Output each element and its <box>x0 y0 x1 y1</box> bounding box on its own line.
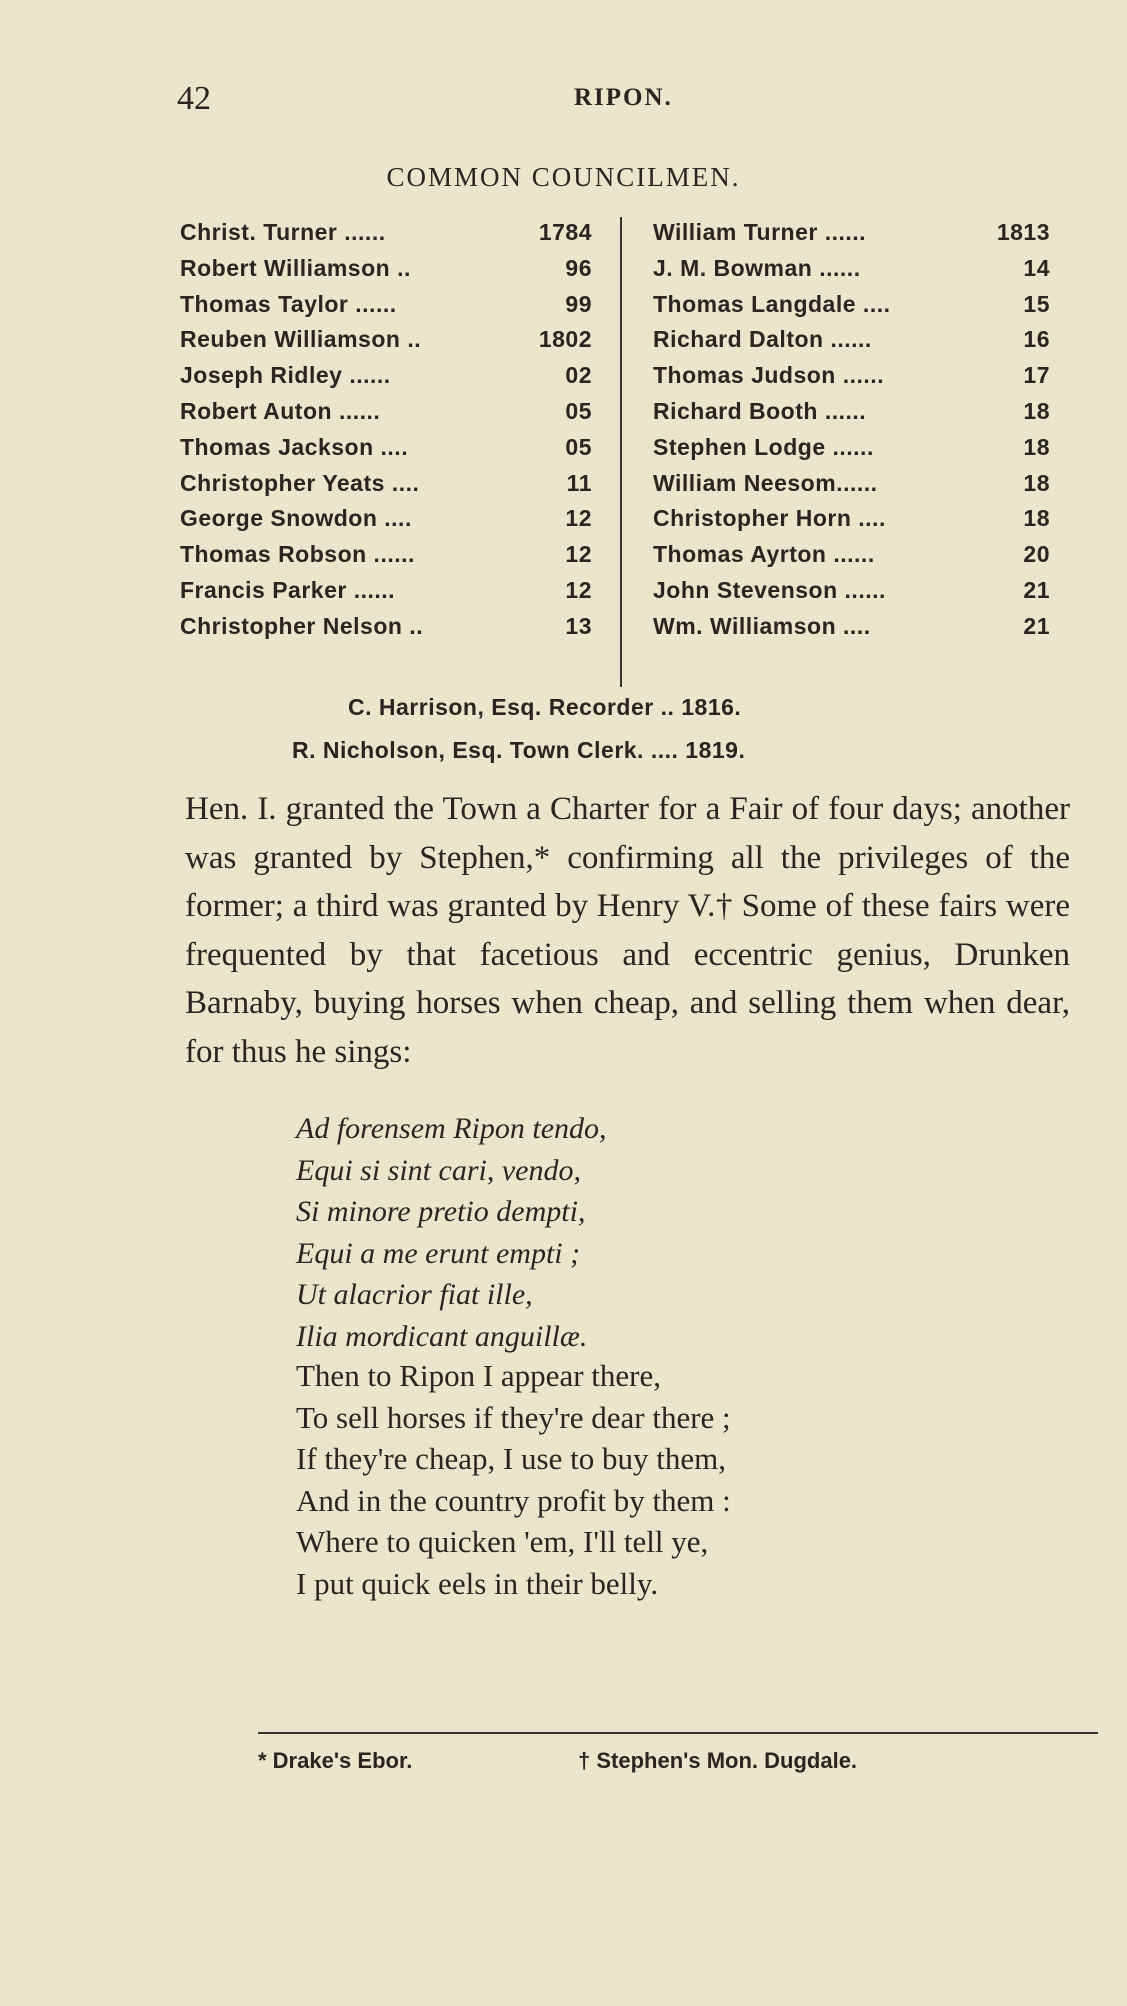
councilman-year: 13 <box>565 612 592 639</box>
councilman-year: 05 <box>565 397 592 424</box>
councilman-year: 1813 <box>996 219 1050 245</box>
councilman-row <box>653 251 1050 287</box>
verse-line: I put quick eels in their belly. <box>296 1565 659 1601</box>
verse-line: Where to quicken 'em, I'll tell ye, <box>296 1524 709 1559</box>
councilman-row <box>180 215 592 251</box>
councilman-row <box>180 537 592 573</box>
councilman-name: John Stevenson ...... <box>653 576 886 603</box>
councilman-year: 21 <box>1023 576 1050 603</box>
councilman-name: Wm. Williamson .... <box>653 612 871 639</box>
councilman-name: Joseph Ridley ...... <box>180 362 391 389</box>
councilman-name: George Snowdon .... <box>180 505 412 532</box>
councilman-name: William Turner ...... <box>653 219 867 245</box>
councilman-row <box>180 322 592 358</box>
page-number: 42 <box>177 80 211 117</box>
councilman-year: 18 <box>1023 505 1050 532</box>
verse-line: Equi si sint cari, vendo, <box>296 1153 581 1187</box>
councilman-year: 18 <box>1023 397 1050 424</box>
councilman-row <box>653 609 1050 645</box>
councilman-name: J. M. Bowman ...... <box>653 254 861 281</box>
section-title: COMMON COUNCILMEN. <box>386 162 741 192</box>
councilman-name: Reuben Williamson .. <box>180 326 422 353</box>
verse-line: To sell horses if they're dear there ; <box>296 1399 731 1435</box>
councilman-year: 18 <box>1023 469 1050 496</box>
councilman-name: Thomas Ayrton ...... <box>653 541 875 568</box>
councilman-row <box>180 609 592 645</box>
verse-line: If they're cheap, I use to buy them, <box>296 1441 726 1476</box>
councilman-name: Stephen Lodge ...... <box>653 433 874 460</box>
councilman-row <box>180 430 592 466</box>
councilman-row <box>653 573 1050 609</box>
latin-verse <box>296 1108 607 1357</box>
verse-line: Ut alacrior fiat ille, <box>296 1278 533 1311</box>
councilman-year: 14 <box>1023 254 1050 281</box>
footnote-stephen: † Stephen's Mon. Dugdale. <box>578 1748 858 1773</box>
councilman-name: Thomas Jackson .... <box>180 433 409 460</box>
councilmen-right-column <box>653 215 1050 645</box>
councilman-row <box>180 287 592 323</box>
councilman-year: 99 <box>565 290 592 317</box>
councilman-name: Richard Dalton ...... <box>653 326 872 353</box>
councilman-row <box>180 501 592 537</box>
councilman-row <box>180 466 592 502</box>
councilman-year: 17 <box>1023 362 1050 389</box>
councilman-year: 18 <box>1023 433 1050 460</box>
councilmen-left-column <box>180 215 592 645</box>
councilman-row <box>180 394 592 430</box>
verse-line: Ilia mordicant anguillæ. <box>296 1319 588 1353</box>
councilman-year: 1784 <box>538 219 592 245</box>
councilman-year: 15 <box>1023 290 1050 317</box>
councilman-name: Thomas Taylor ...... <box>180 290 397 317</box>
councilman-row <box>653 322 1050 358</box>
town-clerk-line: R. Nicholson, Esq. Town Clerk. .... 1819. <box>292 737 746 763</box>
councilman-name: Christopher Horn .... <box>653 505 886 532</box>
councilman-name: Thomas Langdale .... <box>653 290 891 317</box>
verse-line: Equi a me erunt empti ; <box>296 1236 581 1270</box>
councilman-name: Thomas Robson ...... <box>180 541 415 568</box>
councilman-name: Robert Williamson .. <box>180 254 411 281</box>
councilman-year: 96 <box>565 254 592 281</box>
page-header <box>0 80 1127 120</box>
footnote-rule <box>258 1732 1098 1734</box>
councilman-row <box>653 394 1050 430</box>
councilman-year: 11 <box>566 469 592 496</box>
councilman-row <box>653 537 1050 573</box>
councilman-year: 1802 <box>538 326 592 353</box>
councilman-name: Robert Auton ...... <box>180 397 381 424</box>
councilman-name: Thomas Judson ...... <box>653 362 885 389</box>
recorder-line: C. Harrison, Esq. Recorder .. 1816. <box>348 694 742 720</box>
councilman-row <box>653 215 1050 251</box>
councilman-row <box>653 466 1050 502</box>
councilman-year: 05 <box>565 433 592 460</box>
running-head: RIPON. <box>574 84 673 111</box>
councilman-name: Francis Parker ...... <box>180 576 396 603</box>
verse-line: Ad forensem Ripon tendo, <box>296 1112 607 1145</box>
verse-line: And in the country profit by them : <box>296 1482 731 1518</box>
councilman-year: 12 <box>565 576 592 603</box>
councilman-name: Christ. Turner ...... <box>180 219 386 245</box>
councilman-name: Christopher Yeats .... <box>180 469 420 496</box>
councilman-year: 20 <box>1023 541 1050 568</box>
column-divider <box>620 217 622 687</box>
footnote-drake: * Drake's Ebor. <box>258 1748 413 1773</box>
councilman-name: Christopher Nelson .. <box>180 612 424 639</box>
verse-line: Si minore pretio dempti, <box>296 1195 586 1228</box>
councilman-name: William Neesom...... <box>653 469 878 496</box>
councilman-name: Richard Booth ...... <box>653 397 867 424</box>
councilman-row <box>653 358 1050 394</box>
councilman-year: 02 <box>565 362 592 389</box>
councilman-row <box>653 501 1050 537</box>
body-paragraph: Hen. I. granted the Town a Charter for a Fair of four days; another was granted by Stephen,* confirming all the privileges of the former; a third was granted by Henry V.† Some of these fairs were frequented by that facetious and eccentric genius, Drunken Barnaby, buying horses when cheap, and selling them when dear, for thus he sings: <box>185 791 1070 1070</box>
councilman-year: 16 <box>1023 326 1050 353</box>
english-verse <box>296 1355 731 1604</box>
councilman-row <box>653 287 1050 323</box>
councilman-row <box>180 251 592 287</box>
councilman-row <box>180 358 592 394</box>
verse-line: Then to Ripon I appear there, <box>296 1358 661 1393</box>
councilman-row <box>653 430 1050 466</box>
councilman-year: 12 <box>565 505 592 532</box>
councilman-row <box>180 573 592 609</box>
councilman-year: 12 <box>565 541 592 568</box>
councilman-year: 21 <box>1023 612 1050 639</box>
